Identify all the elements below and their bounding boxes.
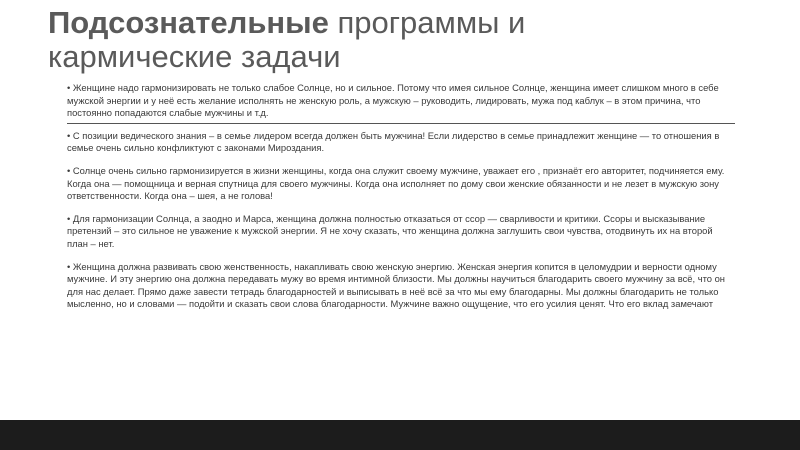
- slide-title: [48, 6, 748, 74]
- title-bold-word: Подсознательные: [48, 5, 329, 40]
- footer-bar: [0, 420, 800, 450]
- paragraph-2: • С позиции ведического знания – в семье лидером всегда должен быть мужчина! Если лидерство в семье принадлежит женщине — то отношения в семье очень сильно конфликтуют с законами Мироздания.: [67, 129, 720, 154]
- title-line-2: кармические задачи: [48, 39, 341, 74]
- paragraph-4: • Для гармонизации Солнца, а заодно и Марса, женщина должна полностью отказаться от ссор — сварливости и критики. Ссоры и высказывание претензий – это сильное не уважение к мужской энергии. Я не хочу сказать, что женщина должна заглушить свои чувства, отодвинуть их на второй план – нет.: [67, 212, 713, 249]
- title-line-1: [48, 6, 748, 40]
- paragraph-3: • Солнце очень сильно гармонизируется в жизни женщины, когда она служит своему мужчине, уважает его , признаёт его авторитет, подчиняется ему. Когда она — помощница и верная спутница для своего мужчины. Когда она исполняет по дому свои женские обязанности и не лезет в мужскую зону ответственности. Когда она – шея, а не голова!: [67, 164, 725, 202]
- paragraph-1: • Женщине надо гармонизировать не только слабое Солнце, но и сильное. Потому что имея сильное Солнце, женщина имеет слишком много в себе мужской энергии и у неё есть желание исполнять не женскую роль, а мужскую – руководить, лидировать, мужа под каблук – в этом причина, что постоянно попадаются слабые мужчины и т.д.: [67, 82, 719, 119]
- slide-body: [67, 82, 735, 321]
- paragraph-5: • Женщина должна развивать свою женственность, накапливать свою женскую энергию. Женская энергия копится в целомудрии и верности одному мужчине. И эту энергию она должна передавать мужу во время интимной близости. Мы должны научиться благодарить своего мужчину за всё, что он для нас делает. Прямо даже завести тетрадь благодарностей и выписывать в неё всё за что мы ему благодарны. Мы должны благодарить не только мысленно, но и словами — подойти и сказать свои слова благодарности. Мужчине важно ощущение, что его усилия ценят. Что его вклад замечают: [67, 260, 725, 310]
- divider-line: [67, 123, 735, 124]
- title-rest: программы и: [337, 5, 526, 40]
